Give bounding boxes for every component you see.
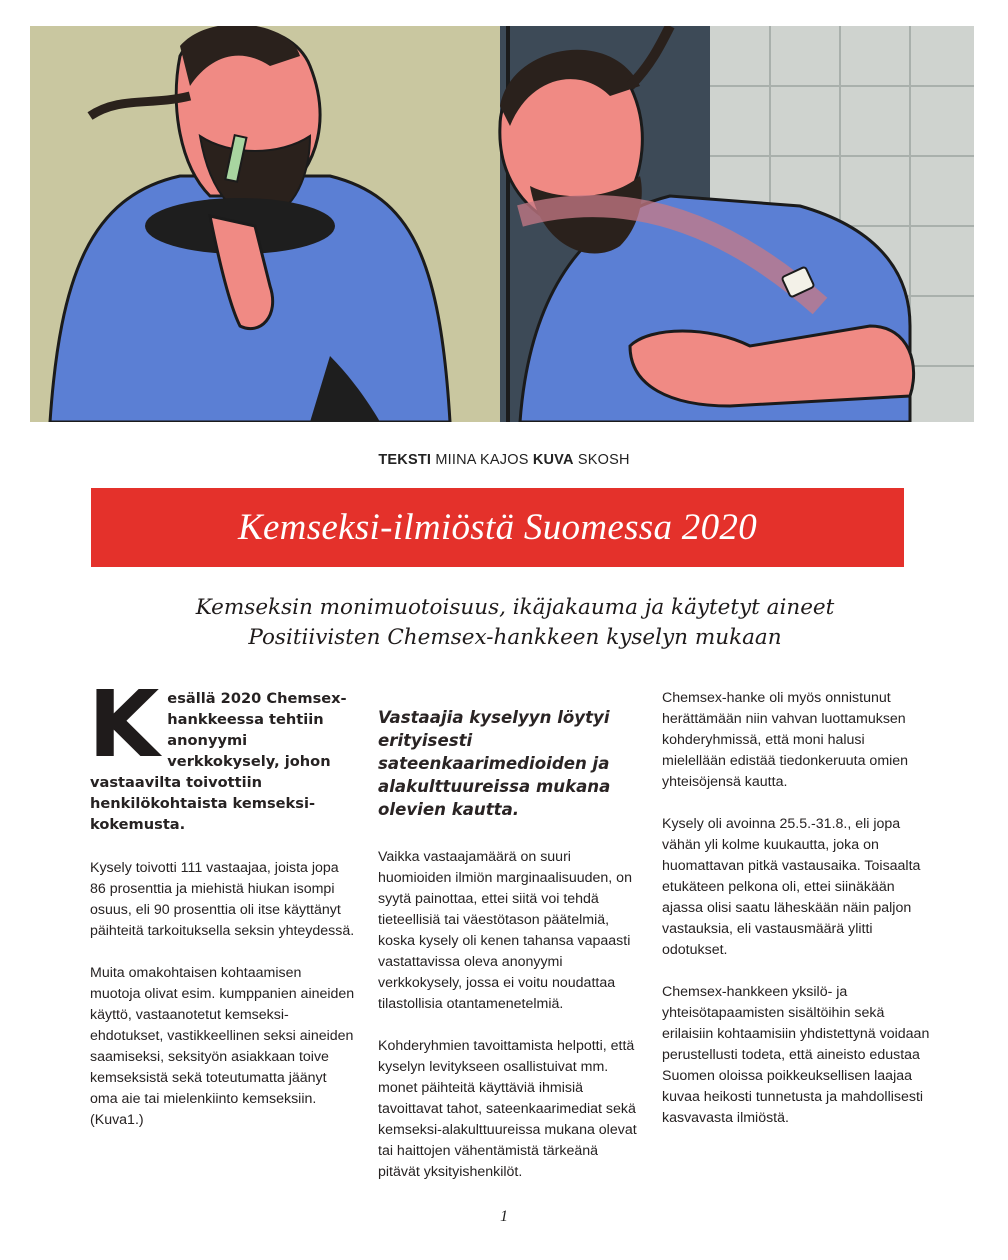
subtitle-line-2: Positiivisten Chemsex-hankkeen kyselyn mukaan	[248, 625, 782, 650]
body-paragraph: Chemsex-hankkeen yksilö- ja yhteisötapaamisten sisältöihin sekä erilaisiin kohtaamisiin yhdistettynä voidaan perustellusti todeta, että aineisto edustaa Suomen oloissa poikkeuksellisen laajaa kuvaa heikosti tunnetusta ja mahdollisesti kasvavasta ilmiöstä.	[662, 984, 930, 1126]
body-paragraph: Kysely oli avoinna 25.5.-31.8., eli jopa vähän yli kolme kuukautta, joka on huomattavan pitkä vastausaika. Toisaalta etukäteen pelkona oli, ettei siinäkään ajassa olisi saatu läheskään näin paljon vastauksia, eli vastausmäärä ylitti odotukset.	[662, 816, 921, 958]
text-column-2	[378, 688, 643, 1204]
page-number: 1	[500, 1208, 508, 1225]
body-paragraph: Kysely toivotti 111 vastaajaa, joista jopa 86 prosenttia ja miehistä hiukan isompi osuus, eli 90 prosenttia oli itse käyttänyt päihteitä tarkoituksella seksin yhteydessä.	[90, 860, 355, 939]
lead-paragraph	[88, 671, 355, 835]
text-column-3	[662, 688, 932, 1150]
article-subtitle	[100, 593, 930, 653]
author-name: MIINA KAJOS	[435, 452, 529, 468]
title-banner	[91, 488, 904, 567]
illustrator-name: SKOSH	[577, 452, 630, 468]
text-column-1	[88, 671, 355, 1152]
text-credit-label: TEKSTI	[378, 452, 432, 468]
image-credit-label: KUVA	[532, 452, 574, 468]
body-paragraph: Chemsex-hanke oli myös onnistunut herättämään niin vahvan luottamuksen kohderyhmissä, että moni halusi mielellään edistää tiedonkeruuta omien yhteisöjensä kautta.	[662, 690, 909, 790]
drop-cap: K	[88, 671, 160, 778]
article-title: Kemseksi-ilmiöstä Suomessa 2020	[237, 507, 758, 548]
subtitle-line-1: Kemseksin monimuotoisuus, ikäjakauma ja käytetyt aineet	[195, 595, 835, 620]
body-paragraph: Vaikka vastaajamäärä on suuri huomioiden ilmiön marginaalisuuden, on syytä painottaa, ettei siitä voi tehdä tieteellisiä tai väestötason päätelmiä, koska kysely oli kenen tahansa vapaasti vastattavissa oleva anonyymi verkkokysely, jossa ei voitu noudattaa tilastollisia otantamenetelmiä.	[378, 849, 632, 1012]
body-paragraph: Kohderyhmien tavoittamista helpotti, että kyselyn levitykseen osallistuivat mm. monet päihteitä käyttäviä ihmisiä tavoittavat tahot, sateenkaarimediat sekä kemseksi-alakulttuureissa mukana olevat tai haittojen vähentämistä tärkeänä pitävät yksityishenkilöt.	[378, 1038, 637, 1180]
byline	[0, 452, 1008, 468]
body-paragraph: Muita omakohtaisen kohtaamisen muotoja olivat esim. kumppanien aineiden käyttö, vastaanotetut kemseksi-ehdotukset, vastikkeellinen seksi aineiden saamiseksi, seksityön asiakkaan toive kemseksistä sekä toteutumatta jäänyt oma aie tai mielenkiinto kemseksiin. (Kuva1.)	[90, 965, 355, 1128]
lead-text: esällä 2020 Chemsex-hankkeessa tehtiin anonyymi verkkokysely, johon vastaavilta toivottiin henkilökohtaista kemseksi-kokemusta.	[90, 690, 347, 833]
pull-quote: Vastaajia kyselyyn löytyi erityisesti sateenkaarimedioiden ja alakulttuureissa mukana olevien kautta.	[378, 708, 611, 819]
hero-illustration	[30, 26, 974, 422]
